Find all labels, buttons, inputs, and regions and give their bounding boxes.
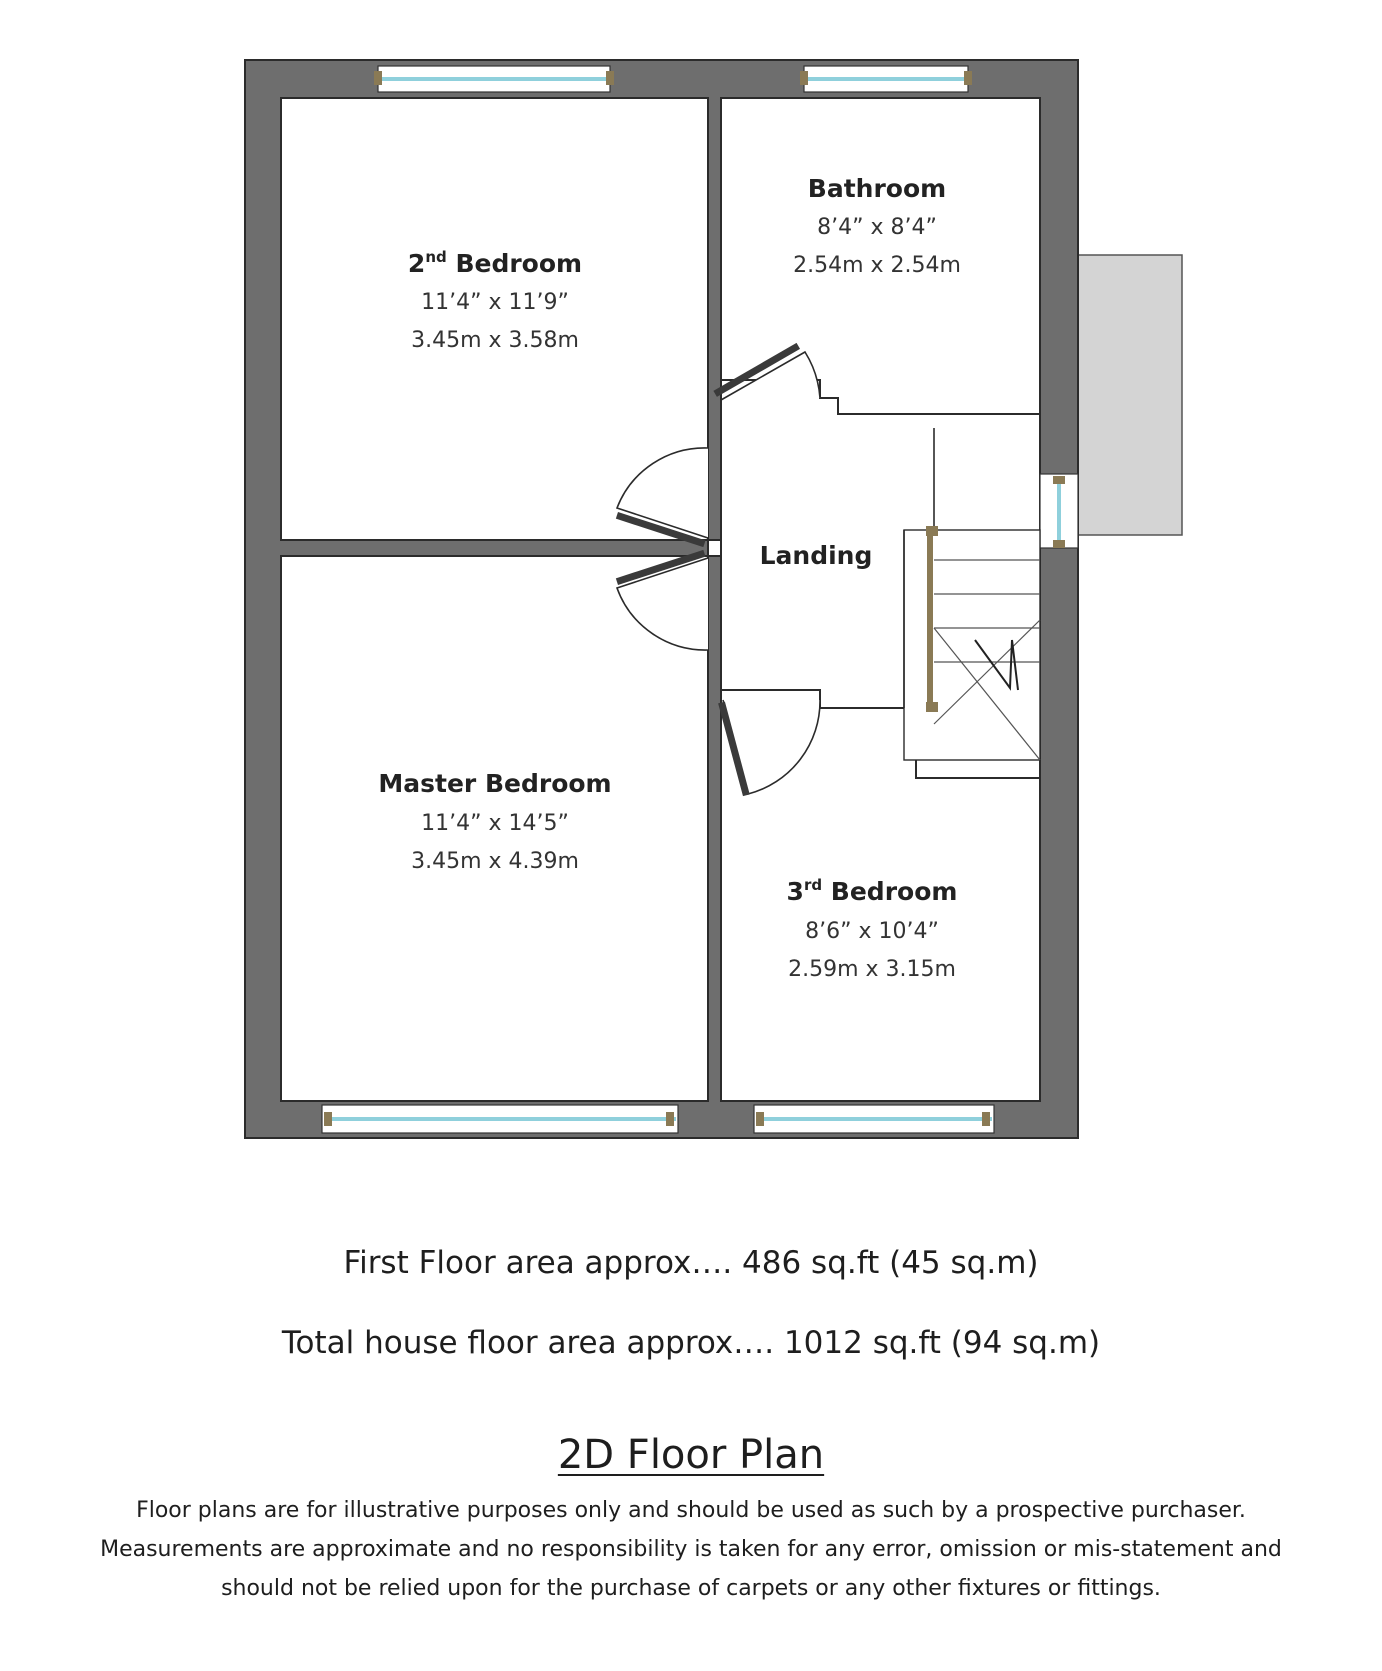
window-bottom-right — [754, 1105, 994, 1133]
door-third-bedroom — [718, 700, 820, 796]
plan-title-text: 2D Floor Plan — [557, 1432, 825, 1478]
room-dimensions-imperial: 8’4” x 8’4” — [817, 215, 937, 240]
room-dimensions-imperial: 11’4” x 11’9” — [421, 290, 569, 315]
room-bathroom — [793, 174, 961, 278]
room-dimensions-metric: 3.45m x 3.58m — [411, 328, 579, 353]
plan-title — [0, 1432, 1382, 1478]
room-dimensions-metric: 2.54m x 2.54m — [793, 253, 961, 278]
disclaimer-line: should not be relied upon for the purchase of carpets or any other fixtures or fittings. — [221, 1576, 1161, 1601]
window-top-right — [800, 66, 972, 92]
room-dimensions-imperial: 8’6” x 10’4” — [805, 919, 939, 944]
door-master-bedroom — [616, 550, 708, 650]
room-master-bedroom — [378, 769, 611, 874]
window-landing — [1040, 474, 1078, 548]
room-dimensions-imperial: 11’4” x 14’5” — [421, 811, 569, 836]
total-floor-area: Total house floor area approx…. 1012 sq.ft (94 sq.m) — [281, 1325, 1101, 1361]
disclaimer-line: Floor plans are for illustrative purposes only and should be used as such by a prospective purchaser. — [136, 1498, 1246, 1523]
door-second-bedroom — [616, 448, 708, 547]
first-floor-area: First Floor area approx…. 486 sq.ft (45 sq.m) — [343, 1245, 1039, 1281]
room-landing — [760, 541, 873, 570]
room-dimensions-metric: 3.45m x 4.39m — [411, 849, 579, 874]
room-third-bedroom — [787, 876, 958, 982]
room-name: Bathroom — [807, 174, 947, 203]
door-bathroom — [713, 343, 820, 400]
window-bottom-left — [322, 1105, 678, 1133]
room-name: Master Bedroom — [378, 769, 612, 798]
disclaimer-line: Measurements are approximate and no responsibility is taken for any error, omission or mis-statement and — [100, 1537, 1282, 1562]
room-name: 3rd Bedroom — [786, 876, 958, 906]
side-extension — [1078, 255, 1182, 535]
staircase — [904, 428, 1040, 760]
room-second-bedroom — [408, 248, 582, 353]
window-top-left — [374, 66, 614, 92]
room-name: 2nd Bedroom — [407, 248, 583, 278]
room-name: Landing — [759, 541, 873, 570]
room-dimensions-metric: 2.59m x 3.15m — [788, 957, 956, 982]
